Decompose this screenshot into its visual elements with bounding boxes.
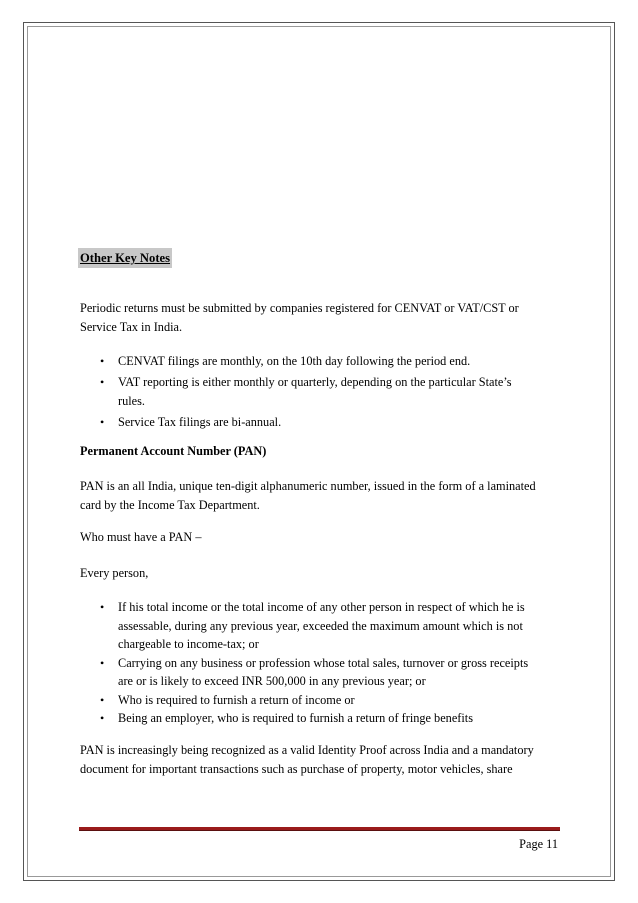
- every-person-text: Every person,: [80, 566, 149, 580]
- pan-description: [80, 477, 570, 515]
- intro-line: Service Tax in India.: [80, 320, 183, 334]
- page-number: Page 11: [519, 837, 558, 851]
- footer-rule-shadow: [79, 830, 560, 831]
- list-item-text: Who is required to furnish a return of income or: [118, 692, 355, 707]
- who-must-text: Who must have a PAN –: [80, 530, 202, 544]
- bullet-icon: •: [100, 354, 105, 368]
- bullet-icon: •: [100, 600, 105, 614]
- closing-paragraph: [80, 741, 570, 779]
- list-item: [100, 709, 570, 728]
- section-title: Other Key Notes: [80, 251, 171, 265]
- pan-heading: Permanent Account Number (PAN): [80, 444, 267, 458]
- intro-paragraph: [80, 299, 570, 337]
- list-item-text: Carrying on any business or profession whose total sales, turnover or gross receipts: [118, 655, 529, 670]
- closing-line: document for important transactions such as purchase of property, motor vehicles, share: [80, 762, 513, 776]
- list-item-text: are or is likely to exceed INR 500,000 in any previous year; or: [118, 674, 426, 688]
- list-item-text: rules.: [118, 394, 145, 408]
- list-item-text: chargeable to income-tax; or: [118, 637, 259, 651]
- bullet-icon: •: [100, 655, 105, 670]
- list-item: [100, 373, 570, 411]
- bullet-icon: •: [100, 415, 105, 429]
- list-item-text: assessable, during any previous year, exceeded the maximum amount which is not: [118, 618, 523, 633]
- list-item: [100, 598, 570, 654]
- list-item: [100, 654, 570, 691]
- list-item-text: Being an employer, who is required to furnish a return of fringe benefits: [118, 711, 473, 725]
- pan-desc-line: PAN is an all India, unique ten-digit alphanumeric number, issued in the form of a laminated: [80, 479, 536, 493]
- intro-line: Periodic returns must be submitted by companies registered for CENVAT or VAT/CST or: [80, 301, 519, 315]
- list-item-text: If his total income or the total income of any other person in respect of which he is: [118, 600, 525, 614]
- returns-list: [100, 352, 570, 434]
- bullet-icon: •: [100, 711, 105, 725]
- list-item-text: CENVAT filings are monthly, on the 10th day following the period end.: [118, 354, 471, 368]
- closing-line: PAN is increasingly being recognized as a valid Identity Proof across India and a mandatory: [80, 743, 534, 757]
- list-item: [100, 413, 570, 432]
- list-item: [100, 691, 570, 710]
- list-item-text: Service Tax filings are bi-annual.: [118, 415, 282, 429]
- bullet-icon: •: [100, 692, 105, 707]
- pan-criteria-list: [100, 598, 570, 728]
- pan-desc-line: card by the Income Tax Department.: [80, 498, 260, 512]
- list-item: [100, 352, 570, 371]
- bullet-icon: •: [100, 375, 105, 389]
- list-item-text: VAT reporting is either monthly or quarterly, depending on the particular State’s: [118, 375, 512, 389]
